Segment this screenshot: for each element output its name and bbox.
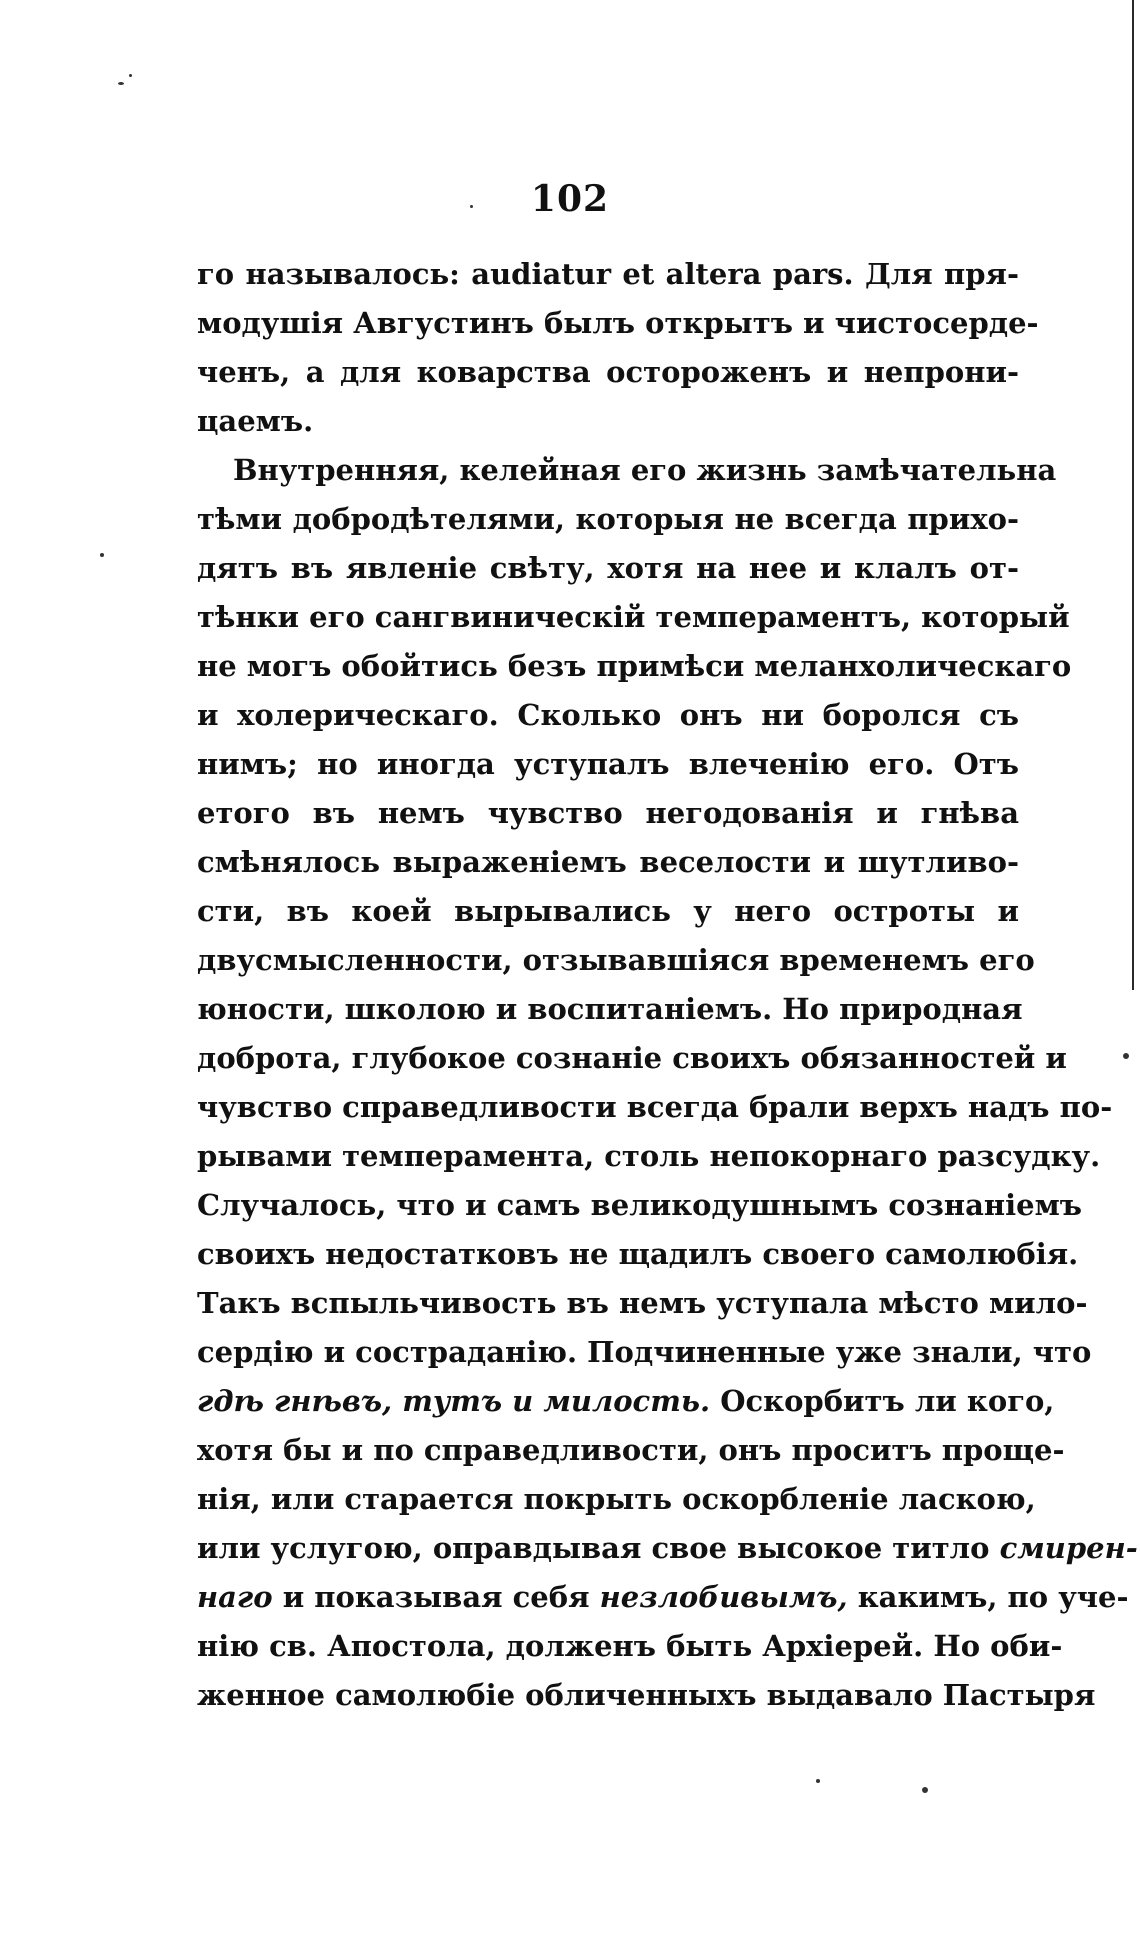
page-edge-shadow [1132,0,1134,990]
italic-phrase: наго [197,1580,273,1614]
text-span: Внутренняя, келейная его жизнь замѣчательна [233,453,1057,487]
text-span: дятъ въ явленіе свѣту, хотя на нее и клалъ от- [197,551,1019,585]
text-line [197,1622,1063,1671]
text-span: Такъ вспыльчивость въ немъ уступала мѣсто мило- [197,1286,1088,1320]
text-span: чувство справедливости всегда брали верхъ надъ по- [197,1090,1113,1124]
text-span: цаемъ. [197,404,314,438]
text-span: Оскорбитъ ли кого, [710,1384,1055,1418]
text-line [197,936,1035,985]
text-line [197,789,1019,838]
text-line [197,838,1019,887]
speck [922,1787,928,1793]
text-line [197,495,1019,544]
text-line [197,397,1019,446]
text-line [197,740,1019,789]
text-span: етого въ немъ чувство негодованія и гнѣва [197,796,1019,830]
text-span: рывами темперамента, столь непокорнаго разсудку. [197,1139,1101,1173]
text-line [197,1328,1092,1377]
text-span: доброта, глубокое сознаніе своихъ обязанностей и [197,1041,1067,1075]
text-line [197,544,1019,593]
text-span: и показывая себя [272,1580,600,1614]
text-span: сердію и состраданію. Подчиненные уже знали, что [197,1335,1092,1369]
text-span: тѣми добродѣтелями, которыя не всегда прихо- [197,502,1019,536]
text-line [197,1671,1096,1720]
text-line [197,446,1057,495]
text-line [197,1475,1036,1524]
text-span: нія, или старается покрыть оскорбленіе ласкою, [197,1482,1036,1516]
text-line [197,985,1023,1034]
text-span: не могъ обойтись безъ примѣси меланхолическаго [197,649,1072,683]
text-span: или услугою, оправдывая свое высокое титло [197,1531,1000,1565]
text-span: своихъ недостатковъ не щадилъ своего самолюбія. [197,1237,1079,1271]
text-line [197,1230,1079,1279]
text-span: юности, школою и воспитаніемъ. Но природная [197,992,1023,1026]
text-line [197,1573,1129,1622]
text-line [197,1083,1113,1132]
text-span: двусмысленности, отзывавшіяся временемъ его [197,943,1035,977]
italic-phrase: гдѣ гнѣвъ, тутъ и милость. [197,1384,711,1418]
text-span: нію св. Апостола, долженъ быть Архіерей. Но оби- [197,1629,1063,1663]
speck [816,1779,820,1783]
text-span: женное самолюбіе обличенныхъ выдавало Пастыря [197,1678,1096,1712]
text-span: ченъ, а для коварства остороженъ и непрони- [197,355,1019,389]
text-span: смѣнялось выраженіемъ веселости и шутливо- [197,845,1019,879]
text-line [197,1377,1055,1426]
speck [1123,1053,1129,1059]
text-line [197,299,1039,348]
page-number: 102 [530,178,610,220]
text-span: нимъ; но иногда уступалъ влеченію его. Отъ [197,747,1019,781]
text-line [197,1034,1067,1083]
text-span: го называлось: audiatur et altera pars. Для пря- [197,257,1019,291]
text-line [197,1132,1101,1181]
italic-phrase: смирен- [999,1531,1138,1565]
text-line [197,1181,1083,1230]
text-span: сти, въ коей вырывались у него остроты и [197,894,1019,928]
text-line [197,1426,1065,1475]
text-line [197,642,1072,691]
text-line [197,691,1019,740]
text-line [197,887,1019,936]
italic-phrase: незлобивымъ, [599,1580,848,1614]
text-span: Случалось, что и самъ великодушнымъ сознаніемъ [197,1188,1083,1222]
text-line [197,1279,1088,1328]
text-line [197,593,1070,642]
text-span: хотя бы и по справедливости, онъ проситъ проще- [197,1433,1065,1467]
speck [118,82,124,85]
text-span: модушія Августинъ былъ открытъ и чистосерде- [197,306,1039,340]
text-line [197,1524,1138,1573]
text-span: тѣнки его сангвиническій темпераментъ, который [197,600,1070,634]
text-line [197,348,1019,397]
speck [129,74,132,77]
text-span: и холерическаго. Сколько онъ ни боролся съ [197,698,1019,732]
body-text [197,250,1138,1720]
text-span: какимъ, по уче- [847,1580,1129,1614]
speck [100,553,104,557]
text-line [197,250,1019,299]
